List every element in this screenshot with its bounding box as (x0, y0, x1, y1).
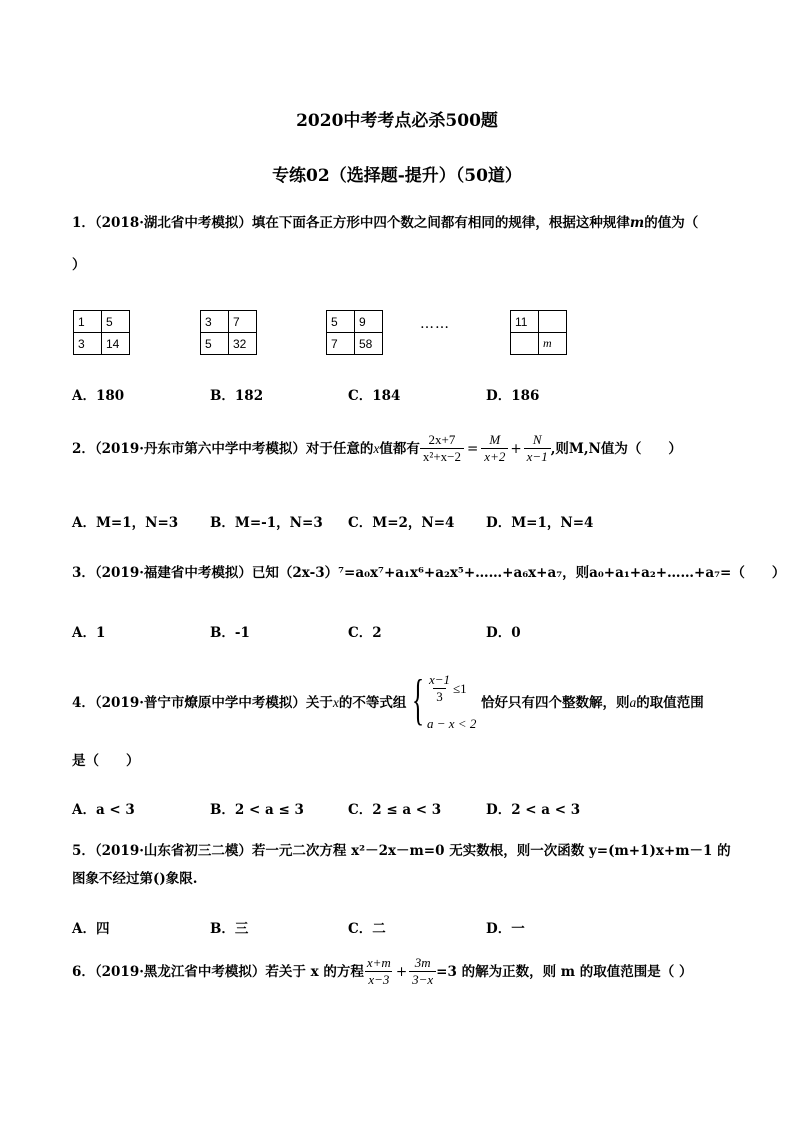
q5-option-b[interactable]: B．三 (210, 921, 249, 937)
question-2-mid: 值都有 (379, 440, 420, 457)
q1-option-b[interactable]: B．182 (210, 388, 264, 404)
question-4-var: x (332, 695, 339, 710)
fraction-denominator: x²+x−2 (420, 448, 464, 465)
question-5-line2: 图象不经过第()象限. (72, 871, 198, 887)
fraction (524, 432, 551, 466)
fraction (364, 955, 394, 989)
square-cell: 11 (511, 311, 539, 333)
inequality-2: a − x < 2 (427, 716, 477, 731)
question-1-text: 1．（2018·湖北省中考模拟）填在下面各正方形中四个数之间都有相同的规律，根据这种规律 (72, 215, 630, 231)
square-cell: 5 (327, 311, 355, 333)
square-cell: m (539, 333, 567, 355)
question-4-line2: 是（ ） (72, 753, 140, 769)
question-1-tail: 的值为（ (644, 215, 699, 231)
q2-option-b[interactable]: B．M=-1，N=3 (210, 515, 323, 531)
q3-option-d[interactable]: D．0 (486, 625, 521, 641)
fraction (426, 672, 453, 706)
number-square-2 (200, 310, 257, 355)
question-2 (72, 432, 682, 466)
question-4-prefix: 4．（2019·普宁市燎原中学中考模拟）关于 (72, 695, 333, 711)
fraction-numerator: N (532, 432, 542, 447)
square-cell: 58 (355, 333, 383, 355)
square-cell: 14 (102, 333, 130, 355)
q5-option-d[interactable]: D．一 (486, 921, 525, 937)
square-cell (511, 333, 539, 355)
q2-option-a[interactable]: A．M=1，N=3 (72, 515, 179, 531)
number-square-3 (326, 310, 383, 355)
question-6-prefix: 6．（2019·黑龙江省中考模拟）若关于 x 的方程 (72, 963, 364, 980)
square-cell: 32 (229, 333, 257, 355)
q5-option-a[interactable]: A．四 (72, 921, 110, 937)
square-cell: 7 (229, 311, 257, 333)
question-6 (72, 955, 692, 989)
fraction (481, 432, 508, 466)
plus-sign: + (395, 963, 408, 980)
inequality-relation: ≤1 (453, 680, 467, 696)
question-2-var: x (373, 440, 380, 456)
q3-option-b[interactable]: B．-1 (210, 625, 250, 641)
question-4-tail: 的取值范围 (636, 695, 704, 711)
fraction-denominator: 3−x (409, 971, 436, 988)
q2-option-c[interactable]: C．M=2，N=4 (348, 515, 455, 531)
fraction (409, 955, 436, 989)
q3-option-a[interactable]: A．1 (72, 625, 106, 641)
square-cell: 5 (201, 333, 229, 355)
question-4-prefix-line (72, 695, 406, 711)
ellipsis: …… (420, 316, 450, 332)
inequality-1 (426, 672, 467, 706)
question-1 (72, 215, 698, 231)
square-cell: 5 (102, 311, 130, 333)
fraction-denominator: x+2 (481, 448, 508, 465)
square-cell: 3 (201, 311, 229, 333)
question-3: 3．（2019·福建省中考模拟）已知（2x-3）⁷=a₀x⁷+a₁x⁶+a₂x⁵+……+a₆x+a₇，则a₀+a₁+a₂+……+a₇=（ ） (72, 565, 786, 581)
q1-option-a[interactable]: A．180 (72, 388, 125, 404)
question-1-var: m (629, 215, 645, 231)
number-square-4 (510, 310, 567, 355)
fraction-denominator: x−3 (365, 971, 392, 988)
q2-option-d[interactable]: D．M=1，N=4 (486, 515, 594, 531)
question-2-suffix: ,则M,N值为（ ） (550, 440, 682, 457)
q4-option-c[interactable]: C．2 ≤ a < 3 (348, 802, 442, 818)
q4-option-d[interactable]: D．2 < a < 3 (486, 802, 581, 818)
q1-option-d[interactable]: D．186 (486, 388, 540, 404)
fraction-denominator: x−1 (524, 448, 551, 465)
left-brace: { (412, 669, 425, 731)
question-5-line1: 5．（2019·山东省初三二模）若一元二次方程 x²－2x－m=0 无实数根，则一次函数 y=(m+1)x+m－1 的 (72, 843, 731, 859)
square-cell: 7 (327, 333, 355, 355)
question-2-prefix: 2．（2019·丹东市第六中学中考模拟）对于任意的 (72, 440, 374, 457)
question-4-suffix-line (481, 695, 704, 711)
square-cell: 9 (355, 311, 383, 333)
page-subtitle: 专练02（选择题-提升）（50道） (272, 166, 522, 186)
q1-option-c[interactable]: C．184 (348, 388, 401, 404)
question-1-line2: ） (72, 257, 86, 273)
q4-option-a[interactable]: A．a < 3 (72, 802, 135, 818)
page-title: 2020中考考点必杀500题 (296, 111, 498, 131)
q3-option-c[interactable]: C．2 (348, 625, 382, 641)
fraction (420, 432, 464, 466)
question-4-var2: a (629, 695, 637, 710)
question-4-suffix: 恰好只有四个整数解，则 (481, 695, 630, 711)
plus-sign: + (510, 440, 522, 457)
fraction-numerator: x+m (366, 955, 391, 970)
square-cell: 1 (74, 311, 102, 333)
q4-option-b[interactable]: B．2 < a ≤ 3 (210, 802, 304, 818)
fraction-denominator: 3 (433, 688, 446, 705)
question-4-mid: 的不等式组 (338, 695, 407, 711)
fraction-numerator: 2x+7 (428, 432, 456, 447)
fraction-numerator: x−1 (429, 672, 451, 687)
q5-option-c[interactable]: C．二 (348, 921, 386, 937)
square-cell: 3 (74, 333, 102, 355)
question-6-suffix: =3 的解为正数，则 m 的取值范围是（ ） (436, 963, 693, 980)
fraction-numerator: M (489, 432, 501, 447)
equals-sign: = (466, 440, 479, 457)
fraction-numerator: 3m (414, 955, 431, 970)
square-cell (539, 311, 567, 333)
number-square-1 (73, 310, 130, 355)
